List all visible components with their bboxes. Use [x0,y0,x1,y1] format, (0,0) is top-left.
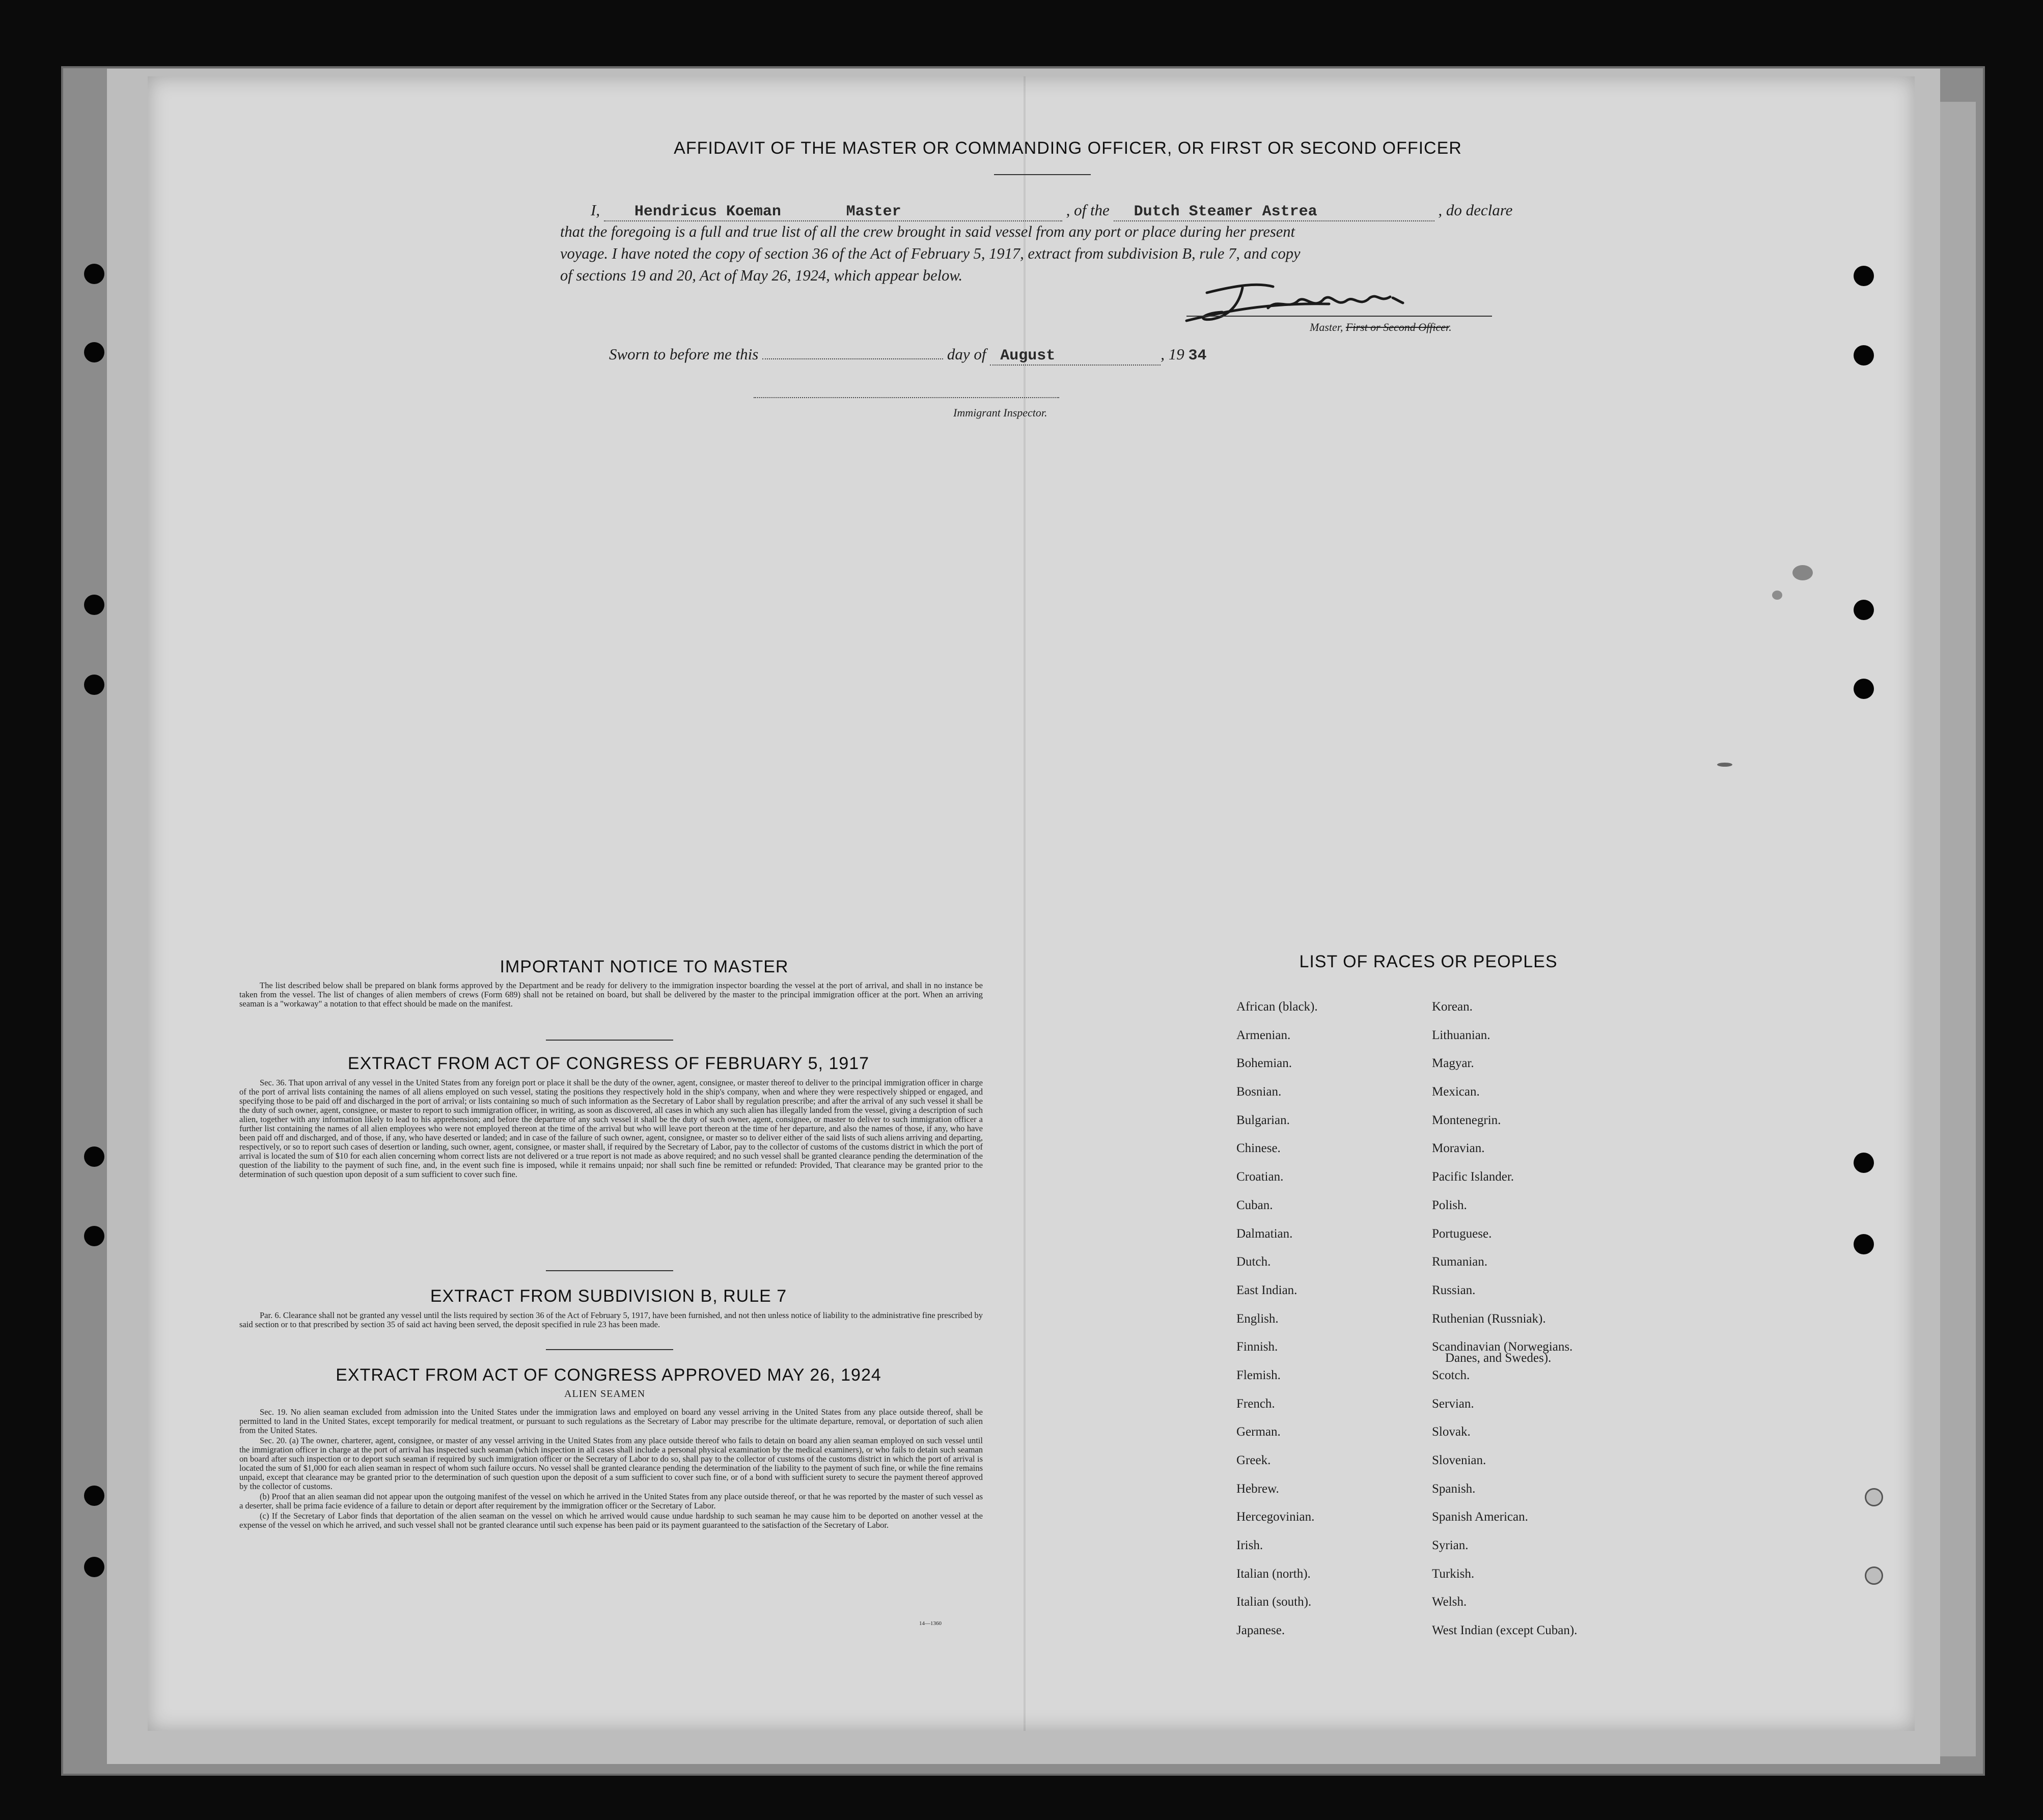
race-item: Greek. [1236,1453,1271,1467]
signature-rule [1186,316,1492,317]
signature-role-suffix: . [1449,321,1452,333]
race-item: French. [1236,1396,1275,1411]
notice-text [239,981,983,1010]
race-item: African (black). [1236,1000,1318,1014]
extract-rule7-text [239,1311,983,1330]
race-item: Servian. [1432,1396,1474,1411]
race-item: Spanish American. [1432,1510,1528,1524]
page-fold [1024,76,1026,1731]
year-prefix: , 19 [1161,345,1184,363]
binder-hole [84,1557,104,1577]
extract-1924-paragraph: (b) Proof that an alien seaman did not appear upon the outgoing manifest of the vessel on which he arrived in the United States from any place outside thereof, or that he was reported by the master of such vessel as a deserter, shall be prima facie evidence of a failure to detain or deport after requirement by the immigration officer or the Secretary of Labor. [239,1492,983,1510]
race-item: Polish. [1432,1198,1467,1212]
extract-1924-title: EXTRACT FROM ACT OF CONGRESS APPROVED MAY 26, 1924 [336,1365,881,1385]
race-item: Chinese. [1236,1141,1281,1156]
extract-rule7-title: EXTRACT FROM SUBDIVISION B, RULE 7 [430,1286,787,1306]
races-right-column [1432,993,1577,1645]
do-declare-label: , do declare [1438,201,1513,219]
race-item: Bosnian. [1236,1085,1282,1099]
binder-hole [1865,1566,1883,1585]
race-item: Hebrew. [1236,1481,1279,1496]
races-left-column [1236,993,1318,1645]
race-item [1432,1333,1577,1365]
extract-1917-rule [546,1270,673,1271]
race-item: Turkish. [1432,1566,1475,1581]
binder-hole [1854,1234,1874,1254]
extract-rule7-paragraph: Par. 6. Clearance shall not be granted any vessel until the lists required by section 36 of the Act of February 5, 1917, have been furnished, and not then unless notice of liability to the administrative fine prescribed by said section or to that prescribed by section 35 of said act having been served, the deposit specified in rule 23 has been made. [239,1310,983,1329]
i-label: I, [591,201,600,219]
ink-speck [1717,763,1732,767]
race-item: Magyar. [1432,1056,1474,1071]
race-item: English. [1236,1311,1279,1326]
signature-role [1310,321,1452,334]
master-signature [1176,272,1441,328]
race-item: Ruthenian (Russniak). [1432,1311,1546,1326]
race-item: Lithuanian. [1432,1028,1490,1042]
binder-hole [1854,679,1874,699]
notice-rule [546,1040,673,1041]
notice-title: IMPORTANT NOTICE TO MASTER [500,957,789,976]
affidavit-line-4: of sections 19 and 20, Act of May 26, 1924, which appear below. [560,267,963,284]
race-item: West Indian (except Cuban). [1432,1623,1578,1638]
race-item: Croatian. [1236,1170,1284,1184]
race-item: Russian. [1432,1283,1476,1297]
race-item-continuation: Danes, and Swedes). [1445,1351,1552,1365]
affidavit-title-rule [994,174,1091,175]
race-item: East Indian. [1236,1283,1297,1297]
signature-role-prefix: Master, [1310,321,1346,333]
inspector-label: Immigrant Inspector. [953,406,1047,419]
race-item: Korean. [1432,1000,1473,1014]
binder-hole [84,595,104,615]
binder-hole [84,1486,104,1506]
binder-hole [84,675,104,695]
race-item: Bohemian. [1236,1056,1292,1071]
signature-text: J. Koeman [1176,272,1179,273]
race-item: Italian (south). [1236,1595,1312,1609]
ink-speck [1792,565,1813,580]
binder-hole [84,1226,104,1246]
binder-hole [84,342,104,362]
race-item: Dutch. [1236,1255,1271,1269]
affidavit-line-1 [591,201,1512,221]
race-item: Hercegovinian. [1236,1510,1315,1524]
extract-1924-text [239,1408,983,1531]
race-item: Syrian. [1432,1538,1469,1553]
notice-paragraph: The list described below shall be prepared on blank forms approved by the Department and be ready for delivery to the immigration inspector boarding the vessel at the port of arrival, and shall in no instance be taken from the vessel. The list of changes of alien members of crews (Form 689) shall not be retained on board, but shall be delivered by the master to the principal immigration officer at the port. When an arriving seaman is a "workaway" a notation to that effect should be made on the manifest. [239,981,983,1009]
race-item: Dalmatian. [1236,1226,1293,1241]
vessel-name: Dutch Steamer Astrea [1134,203,1317,220]
extract-1924-paragraph: Sec. 19. No alien seaman excluded from admission into the United States under the immigration laws and employed on board any vessel arriving in the United States from any place outside thereof, shall be permitted to land in the United States, except temporarily for medical treatment, or pursuant to such regulations as the Secretary of Labor may prescribe for the ultimate departure, removal, or deportation of such alien from the United States. [239,1407,983,1435]
extract-1917-paragraph: Sec. 36. That upon arrival of any vessel in the United States from any foreign port or place it shall be the duty of the owner, agent, consignee, or master thereof to deliver to the principal immigration officer in charge of the port of arrival lists containing the names of all aliens employed on such vessel, stating the positions they respectively hold in the ship's company, when and where they were respectively shipped or engaged, and specifying those to be paid off and discharged in the port of arrival; or lists containing so much of such information as the Secretary of Labor shall by regulation prescribe; and after the arrival of any such vessel it shall be the duty of such owner, agent, consignee, or master to report to such immigration officer, in writing, as soon as discovered, all cases in which any such alien has illegally landed from the vessel, giving a description of such alien, together with any information likely to lead to his apprehension; and before the departure of any such vessel it shall be the duty of such owner, agent, consignee, or master to deliver to such immigration officer a further list containing the names of all alien employees who were not employed thereon at the time of the arrival but who will leave port thereon at the time of her departure, and also the names of those, if any, who have been paid off and discharged, and of those, if any, who have deserted or landed; and in case of the failure of such owner, agent, consignee, or master so to deliver either of the said lists of such aliens arriving and departing, respectively, or so to report such cases of desertion or landing, such owner, agent, consignee, or master shall, if required by the Secretary of Labor, pay to the collector of customs of the customs district in which the port of arrival is located the sum of $10 for each alien concerning whom correct lists are not delivered or a true report is not made as above required; and no such vessel shall be granted clearance pending the determination of the question of the liability to the payment of such fine, and, in the event such fine is imposed, while it remains unpaid; nor shall such fine be remitted or refunded: Provided, That clearance may be granted prior to the determination of such question upon deposit of a sum sufficient to cover such fine. [239,1078,983,1179]
race-item: Welsh. [1432,1595,1467,1609]
race-item: Mexican. [1432,1085,1480,1099]
binder-hole [1854,1153,1874,1173]
binder-hole [1854,600,1874,620]
race-item: Moravian. [1432,1141,1485,1156]
of-the-label: , of the [1066,201,1110,219]
sworn-year: 34 [1188,347,1207,365]
race-item-text: Scandinavian (Norwegians. [1432,1340,1573,1354]
race-item: Slovak. [1432,1425,1471,1439]
binder-hole [84,1146,104,1167]
day-of-label: day of [947,345,986,363]
affidavit-title: AFFIDAVIT OF THE MASTER OR COMMANDING OFFICER, OR FIRST OR SECOND OFFICER [674,138,1462,158]
race-item: Italian (north). [1236,1566,1311,1581]
race-item: Irish. [1236,1538,1263,1553]
form-number: 14—1360 [919,1620,942,1627]
race-item: Montenegrin. [1432,1113,1501,1127]
master-name: Hendricus Koeman [634,203,781,220]
race-item: Cuban. [1236,1198,1273,1212]
race-item: Japanese. [1236,1623,1285,1638]
race-item: Scotch. [1432,1368,1470,1382]
extract-1924-paragraph: (c) If the Secretary of Labor finds that deportation of the alien seaman on the vessel on which he arrived would cause undue hardship to such seaman he may cause him to be deported on another vessel at the expense of the vessel on which he arrived, and such vessel shall not be granted clearance until such expense has been paid or its payment guaranteed to the satisfaction of the Secretary of Labor. [239,1511,983,1530]
affidavit-line-2: that the foregoing is a full and true list of all the crew brought in said vessel from any port or place during her present [560,223,1295,240]
affidavit-line-3: voyage. I have noted the copy of section 36 of the Act of February 5, 1917, extract from subdivision B, rule 7, and copy [560,245,1301,262]
sworn-line [609,345,1206,366]
master-rank: Master [846,203,901,220]
extract-1917-text [239,1078,983,1180]
race-item: Finnish. [1236,1340,1278,1354]
ink-speck [1772,591,1782,600]
race-item: Spanish. [1432,1481,1476,1496]
inspector-rule [754,396,1059,398]
extract-1924-paragraph: Sec. 20. (a) The owner, charterer, agent, consignee, or master of any vessel arriving in the United States from any place outside thereof who fails to detain on board any alien seaman employed on such vessel until the immigration officer in charge at the port of arrival has inspected such seaman (which inspection in all cases shall include a personal physical examination by the medical examiners), or who fails to detain such seaman on board after such inspection or to deport such seaman if required by such immigration officer or the Secretary of Labor to do so, shall pay to the collector of customs of the customs district in which the port of arrival is located the sum of $1,000 for each alien seaman in respect of whom such failure occurs. No vessel shall be granted clearance pending the determination of the liability to the payment of such fine, or while the fine remains unpaid, except that clearance may be granted prior to the determination of such question upon the deposit of a sum sufficient to cover such fine, or of a bond with sufficient surety to secure the payment thereof approved by the collector of customs. [239,1436,983,1491]
race-item: Flemish. [1236,1368,1281,1382]
sworn-month: August [1000,347,1056,365]
race-item: Slovenian. [1432,1453,1486,1467]
race-item: Pacific Islander. [1432,1170,1514,1184]
binder-hole [1854,266,1874,286]
race-item: Rumanian. [1432,1255,1488,1269]
extract-rule7-rule [546,1349,673,1350]
race-item: Portuguese. [1432,1226,1492,1241]
races-title: LIST OF RACES OR PEOPLES [1299,952,1558,971]
race-item: Armenian. [1236,1028,1291,1042]
race-item: German. [1236,1425,1281,1439]
extract-1924-subtitle: ALIEN SEAMEN [564,1388,646,1399]
binder-hole [1865,1488,1883,1506]
sworn-label: Sworn to before me this [609,345,759,363]
extract-1917-title: EXTRACT FROM ACT OF CONGRESS OF FEBRUARY 5, 1917 [347,1054,870,1073]
race-item: Bulgarian. [1236,1113,1290,1127]
binder-hole [84,264,104,284]
signature-role-struck: First or Second Officer [1345,321,1449,333]
binder-hole [1854,345,1874,366]
